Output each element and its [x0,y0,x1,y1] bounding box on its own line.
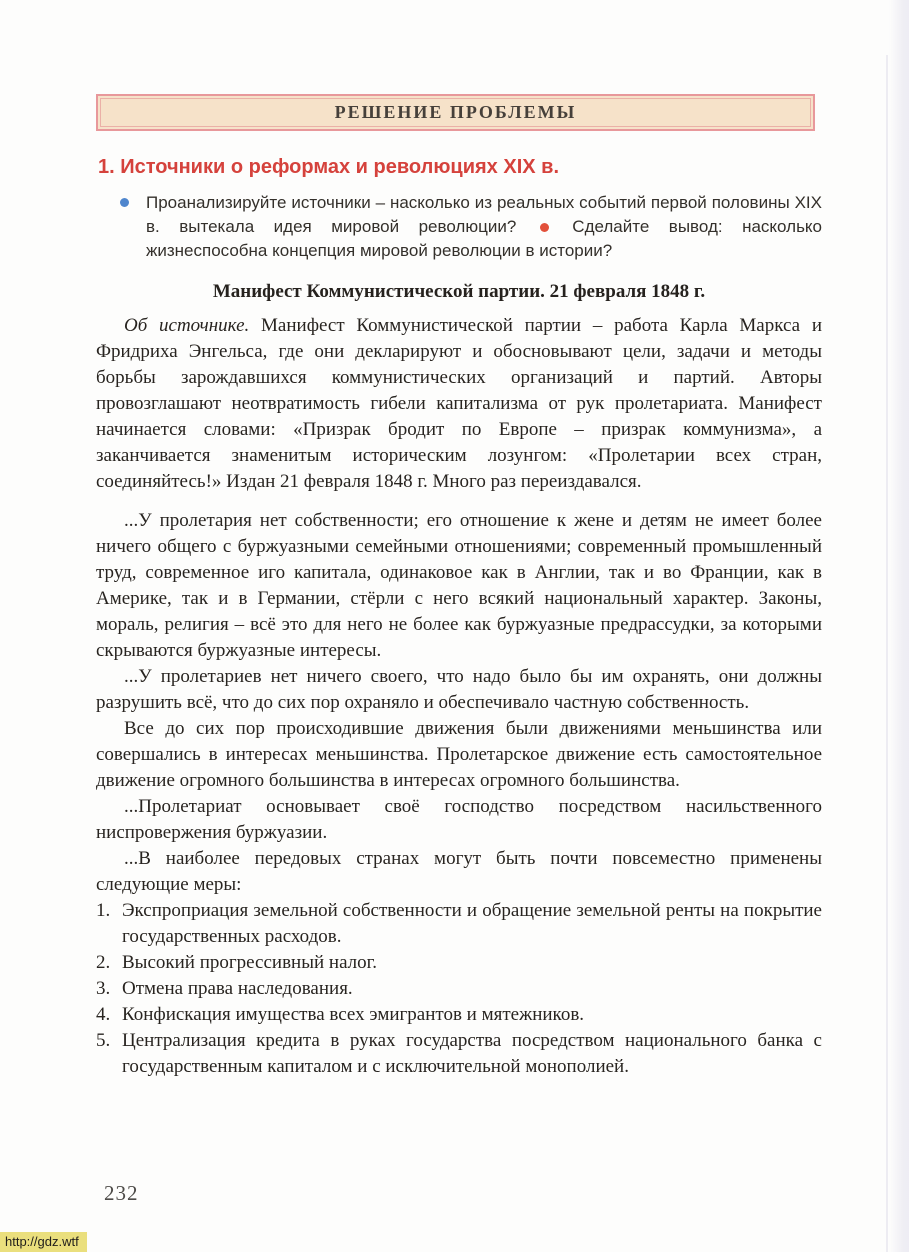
task-block [146,191,822,263]
about-source-text: Манифест Коммунистической партии – работа Карла Маркса и Фридриха Энгельса, где они декларируют и обосновывают цели, задачи и методы борьбы зарождавшихся коммунистических организаций и партий. Авторы провозглашают неотвратимость гибели капитализма от рук пролетариата. Манифест начинается словами: «Призрак бродит по Европе – призрак коммунизма», а заканчивается знаменитым историческим лозунгом: «Пролетарии всех стран, соединяйтесь!» Издан 21 февраля 1848 г. Много раз переиздавался. [96,315,823,492]
list-item-text: Конфискация имущества всех эмигрантов и мятежников. [122,1004,585,1025]
about-source-paragraph [96,313,822,495]
page-edge-shadow [889,0,909,1252]
list-item-text: Централизация кредита в руках государства посредством национального банка с государственным капиталом и с исключительной монополией. [122,1030,822,1077]
red-bullet-icon [540,223,549,232]
excerpt-paragraph: ...Пролетариат основывает своё господство посредством насильственного ниспровержения буржуазии. [96,796,822,843]
excerpt-paragraph: ...У пролетария нет собственности; его отношение к жене и детям не имеет более ничего общего с буржуазными семейными отношениями; современный промышленный труд, современное иго капитала, одинаковое как в Англии, так и во Франции, как в Америке, так и в Германии, стёрли с него всякий национальный характер. Законы, мораль, религия – всё это для него не более как буржуазные предрассудки, за которыми скрываются буржуазные интересы. [96,510,822,661]
list-item-number: 4. [96,1004,111,1025]
page-content [96,94,822,1080]
measures-list [96,898,822,1080]
watermark: http://gdz.wtf [0,1232,87,1252]
blue-bullet-icon [120,198,129,207]
list-item [96,1002,822,1028]
section-heading: 1. Источники о реформах и революциях XIX в. [98,156,559,178]
excerpt-paragraph: ...У пролетариев нет ничего своего, что надо было бы им охранять, они должны разрушить всё, что до сих пор охраняло и обеспечивало частную собственность. [96,666,822,713]
section-banner-label: РЕШЕНИЕ ПРОБЛЕМЫ [334,102,577,122]
list-item-number: 2. [96,952,111,973]
list-item-text: Отмена права наследования. [122,978,353,999]
list-item-number: 3. [96,978,111,999]
about-source-label: Об источнике. [124,315,250,336]
excerpt-paragraph: ...В наиболее передовых странах могут быть почти повсеместно применены следующие меры: [96,848,822,895]
list-item [96,950,822,976]
list-item-text: Высокий прогрессивный налог. [122,952,378,973]
task-question-2: Сделайте вывод: насколько жизнеспособна концепция мировой революции в истории? [146,217,823,260]
page-edge-line [886,55,888,1252]
list-item-text: Экспроприация земельной собственности и обращение земельной ренты на покрытие государственных расходов. [122,900,822,947]
list-item [96,898,822,950]
list-item-number: 1. [96,900,111,921]
document-title: Манифест Коммунистической партии. 21 февраля 1848 г. [212,281,706,302]
task-question-1: Проанализируйте источники – насколько из реальных событий первой половины XIX в. вытекала идея мировой революции? [146,193,822,236]
section-banner [96,94,815,131]
page-number: 232 [104,1181,139,1205]
list-item [96,1028,822,1080]
list-item-number: 5. [96,1030,111,1051]
excerpt-paragraph: Все до сих пор происходившие движения были движениями меньшинства или совершались в интересах меньшинства. Пролетарское движение есть самостоятельное движение огромного большинства в интересах огромного большинства. [96,718,822,791]
list-item [96,976,822,1002]
